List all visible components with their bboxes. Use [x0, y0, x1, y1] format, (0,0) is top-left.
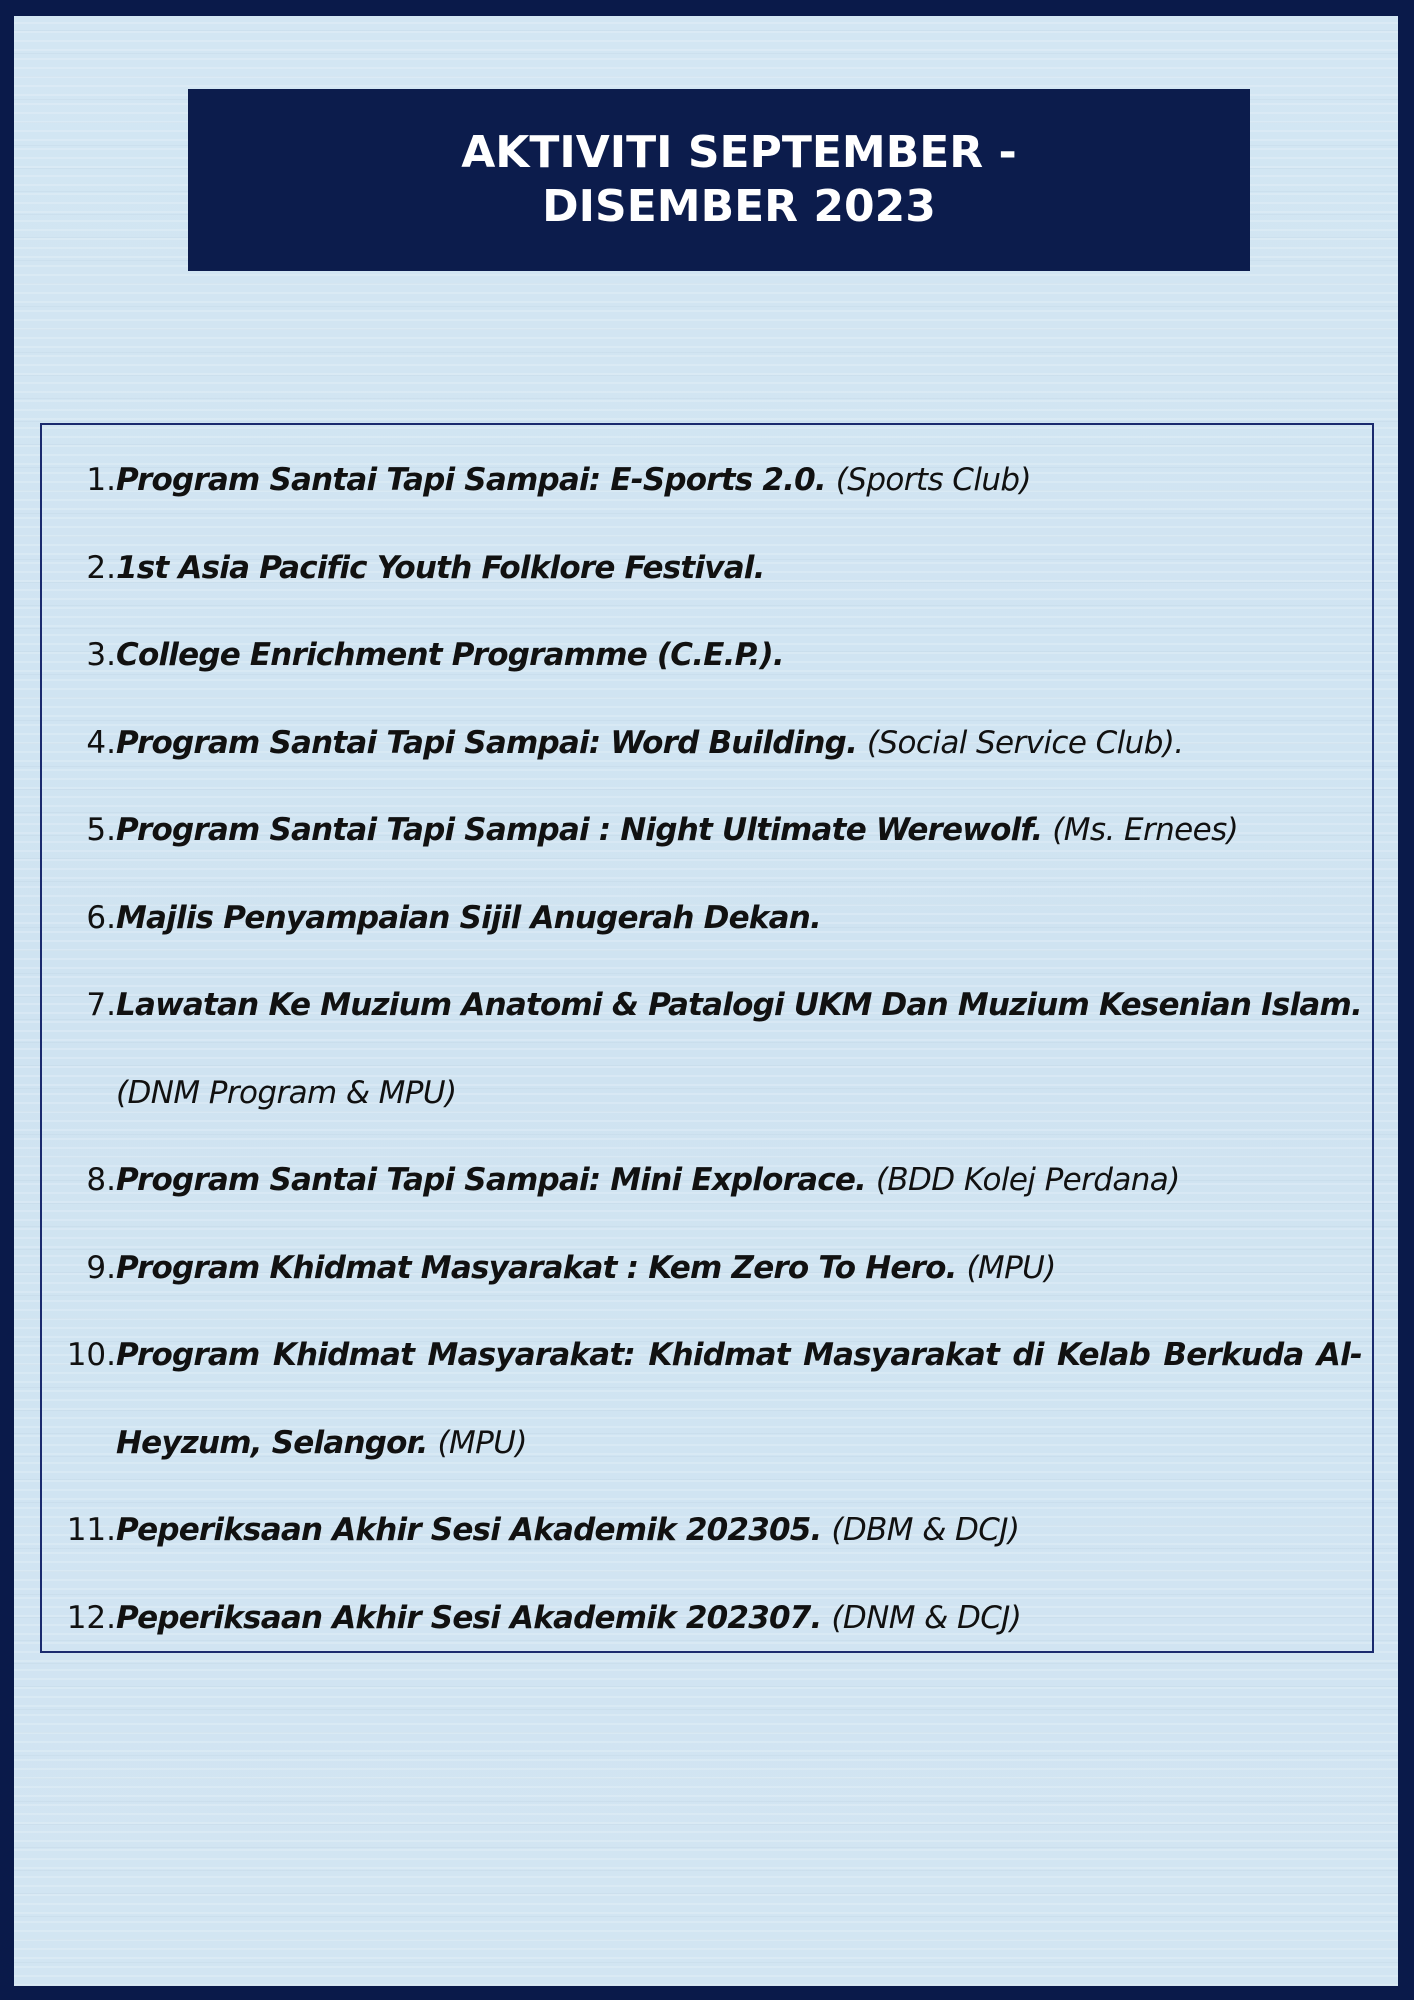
activity-title: Program Santai Tapi Sampai: E-Sports 2.0.: [116, 462, 826, 498]
activity-title: Peperiksaan Akhir Sesi Akademik 202307.: [116, 1599, 822, 1636]
page-title: AKTIVITI SEPTEMBER - DISEMBER 2023: [461, 127, 1017, 232]
activity-item-12: [42, 1575, 1372, 1663]
activity-title: 1st Asia Pacific Youth Folklore Festival.: [116, 549, 765, 586]
activity-title: College Enrichment Programme (C.E.P.).: [116, 637, 784, 673]
activity-number: 7.: [86, 987, 116, 1023]
activity-item-4: [42, 700, 1372, 788]
activity-title: Program Khidmat Masyarakat : Kem Zero To Hero.: [116, 1249, 957, 1286]
activity-item-11: [42, 1487, 1372, 1575]
activity-note: (Social Service Club).: [866, 724, 1184, 761]
activity-number: 3.: [86, 637, 116, 673]
activity-number: 5.: [86, 812, 116, 848]
activity-number: 12.: [66, 1599, 116, 1636]
activity-item-7: [42, 962, 1372, 1137]
activity-title: Peperiksaan Akhir Sesi Akademik 202305.: [116, 1512, 822, 1548]
activity-item-9: [42, 1225, 1372, 1313]
activity-number: 4.: [86, 724, 116, 761]
activity-title: Lawatan Ke Muzium Anatomi & Patalogi UKM Dan Muzium Kesenian Islam.: [116, 987, 1362, 1023]
activity-list-box: [40, 423, 1374, 1653]
activity-note: (BDD Kolej Perdana): [875, 1162, 1180, 1198]
activity-number: 11.: [66, 1512, 116, 1548]
activity-title: Program Khidmat Masyarakat: Khidmat Masyarakat di Kelab Berkuda Al-Heyzum, Selangor.: [116, 1337, 1362, 1461]
activity-title: Program Santai Tapi Sampai : Night Ultimate Werewolf.: [116, 812, 1043, 848]
activity-note: (MPU): [966, 1249, 1056, 1286]
activity-item-6: [42, 875, 1372, 963]
activity-item-8: [42, 1137, 1372, 1225]
activity-list: [42, 437, 1372, 1662]
activity-note: (DNM & DCJ): [831, 1599, 1022, 1636]
page-background: [14, 16, 1398, 1986]
activity-note: (DNM Program & MPU): [116, 1074, 457, 1111]
activity-note: (Sports Club): [835, 462, 1031, 498]
activity-number: 8.: [86, 1162, 116, 1198]
title-banner: [188, 89, 1250, 271]
activity-note: (Ms. Ernees): [1052, 812, 1239, 848]
activity-item-3: [42, 612, 1372, 700]
activity-note: (MPU): [437, 1424, 527, 1461]
activity-number: 9.: [86, 1249, 116, 1286]
activity-number: 6.: [86, 899, 116, 936]
activity-note: (DBM & DCJ): [831, 1512, 1020, 1548]
activity-title: Program Santai Tapi Sampai: Mini Explorace.: [116, 1162, 867, 1198]
activity-number: 2.: [86, 549, 116, 586]
activity-number: 10.: [66, 1337, 116, 1373]
activity-item-1: [42, 437, 1372, 525]
activity-number: 1.: [86, 462, 116, 498]
activity-title: Program Santai Tapi Sampai: Word Building.: [116, 724, 858, 761]
activity-item-2: [42, 525, 1372, 613]
activity-item-10: [42, 1312, 1372, 1487]
activity-item-5: [42, 787, 1372, 875]
activity-title: Majlis Penyampaian Sijil Anugerah Dekan.: [116, 899, 821, 936]
